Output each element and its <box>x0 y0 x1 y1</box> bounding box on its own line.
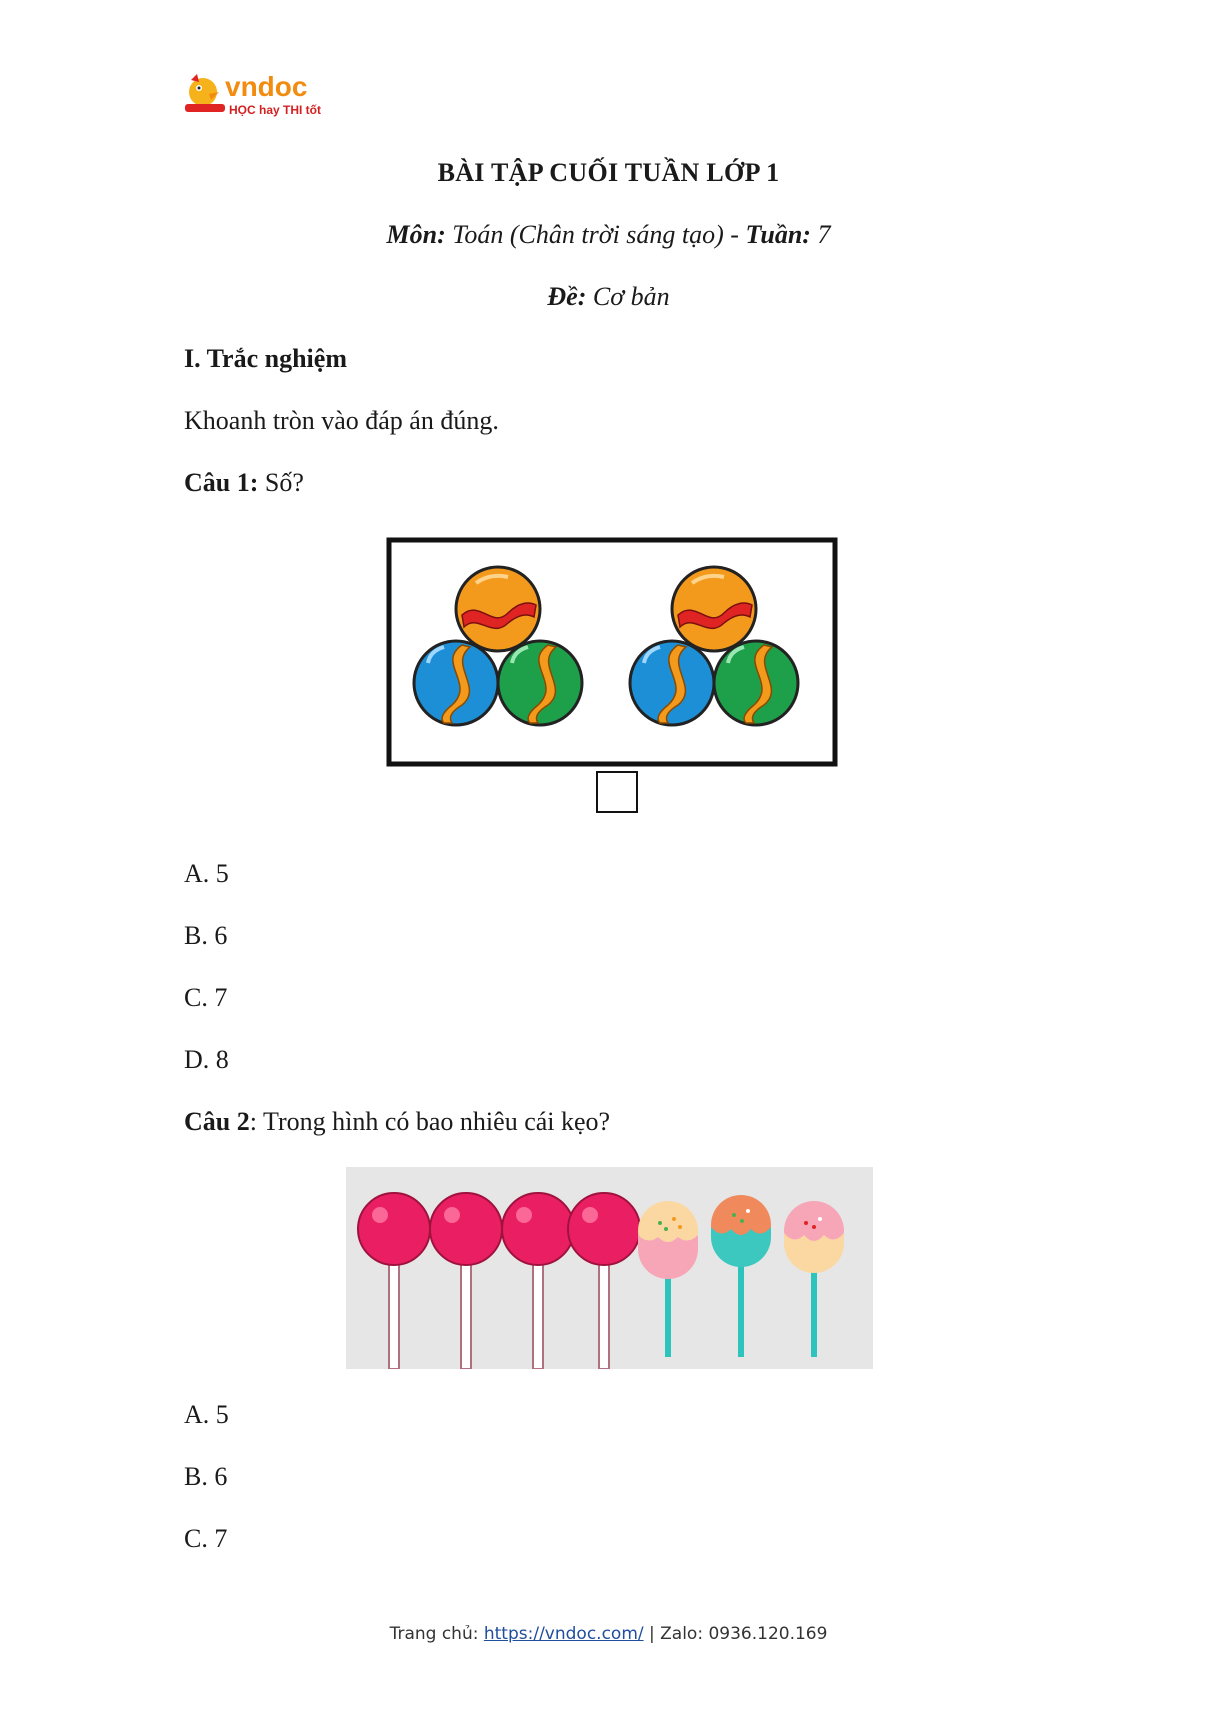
question-1-option-c[interactable]: C. 7 <box>184 983 228 1012</box>
blue-marble <box>414 641 498 725</box>
question-2-option-a[interactable]: A. 5 <box>184 1400 229 1429</box>
footer-prefix: Trang chủ: <box>389 1624 484 1644</box>
subject-line <box>0 220 1217 250</box>
orange-marble <box>456 567 540 651</box>
week-label: Tuần: <box>745 220 811 249</box>
subject-label: Môn: <box>386 220 446 249</box>
footer-suffix: | Zalo: 0936.120.169 <box>643 1624 828 1644</box>
level-value: Cơ bản <box>586 282 670 311</box>
green-marble <box>498 641 582 725</box>
question-1-text: Số? <box>258 468 304 497</box>
page-footer <box>0 1624 1217 1644</box>
answer-box[interactable] <box>597 772 637 812</box>
level-label: Đề: <box>547 282 587 311</box>
question-1-option-a[interactable]: A. 5 <box>184 859 229 888</box>
vndoc-logo <box>183 70 343 126</box>
question-2-option-c[interactable]: C. 7 <box>184 1524 228 1553</box>
marbles-figure <box>386 537 838 813</box>
orange-marble <box>672 567 756 651</box>
instruction: Khoanh tròn vào đáp án đúng. <box>184 406 499 435</box>
level-line <box>0 282 1217 312</box>
mascot-icon <box>185 74 225 112</box>
candies-figure <box>346 1167 873 1369</box>
question-2-label: Câu 2 <box>184 1107 250 1136</box>
page-title: BÀI TẬP CUỐI TUẦN LỚP 1 <box>437 158 780 187</box>
question-2-option-b[interactable]: B. 6 <box>184 1462 228 1491</box>
question-2-text: : Trong hình có bao nhiêu cái kẹo? <box>249 1107 611 1136</box>
blue-marble <box>630 641 714 725</box>
logo-tagline: HỌC hay THI tốt <box>229 103 321 117</box>
question-1 <box>184 468 304 498</box>
question-1-option-b[interactable]: B. 6 <box>184 921 228 950</box>
question-1-option-d[interactable]: D. 8 <box>184 1045 229 1074</box>
section-title: I. Trắc nghiệm <box>184 344 347 373</box>
subject-value: Toán (Chân trời sáng tạo) - <box>445 220 746 249</box>
logo-brand: vndoc <box>225 71 308 102</box>
question-1-label: Câu 1: <box>184 468 259 497</box>
footer-homepage-link[interactable]: https://vndoc.com/ <box>483 1624 644 1644</box>
week-value: 7 <box>810 220 831 249</box>
question-2 <box>184 1107 610 1137</box>
green-marble <box>714 641 798 725</box>
